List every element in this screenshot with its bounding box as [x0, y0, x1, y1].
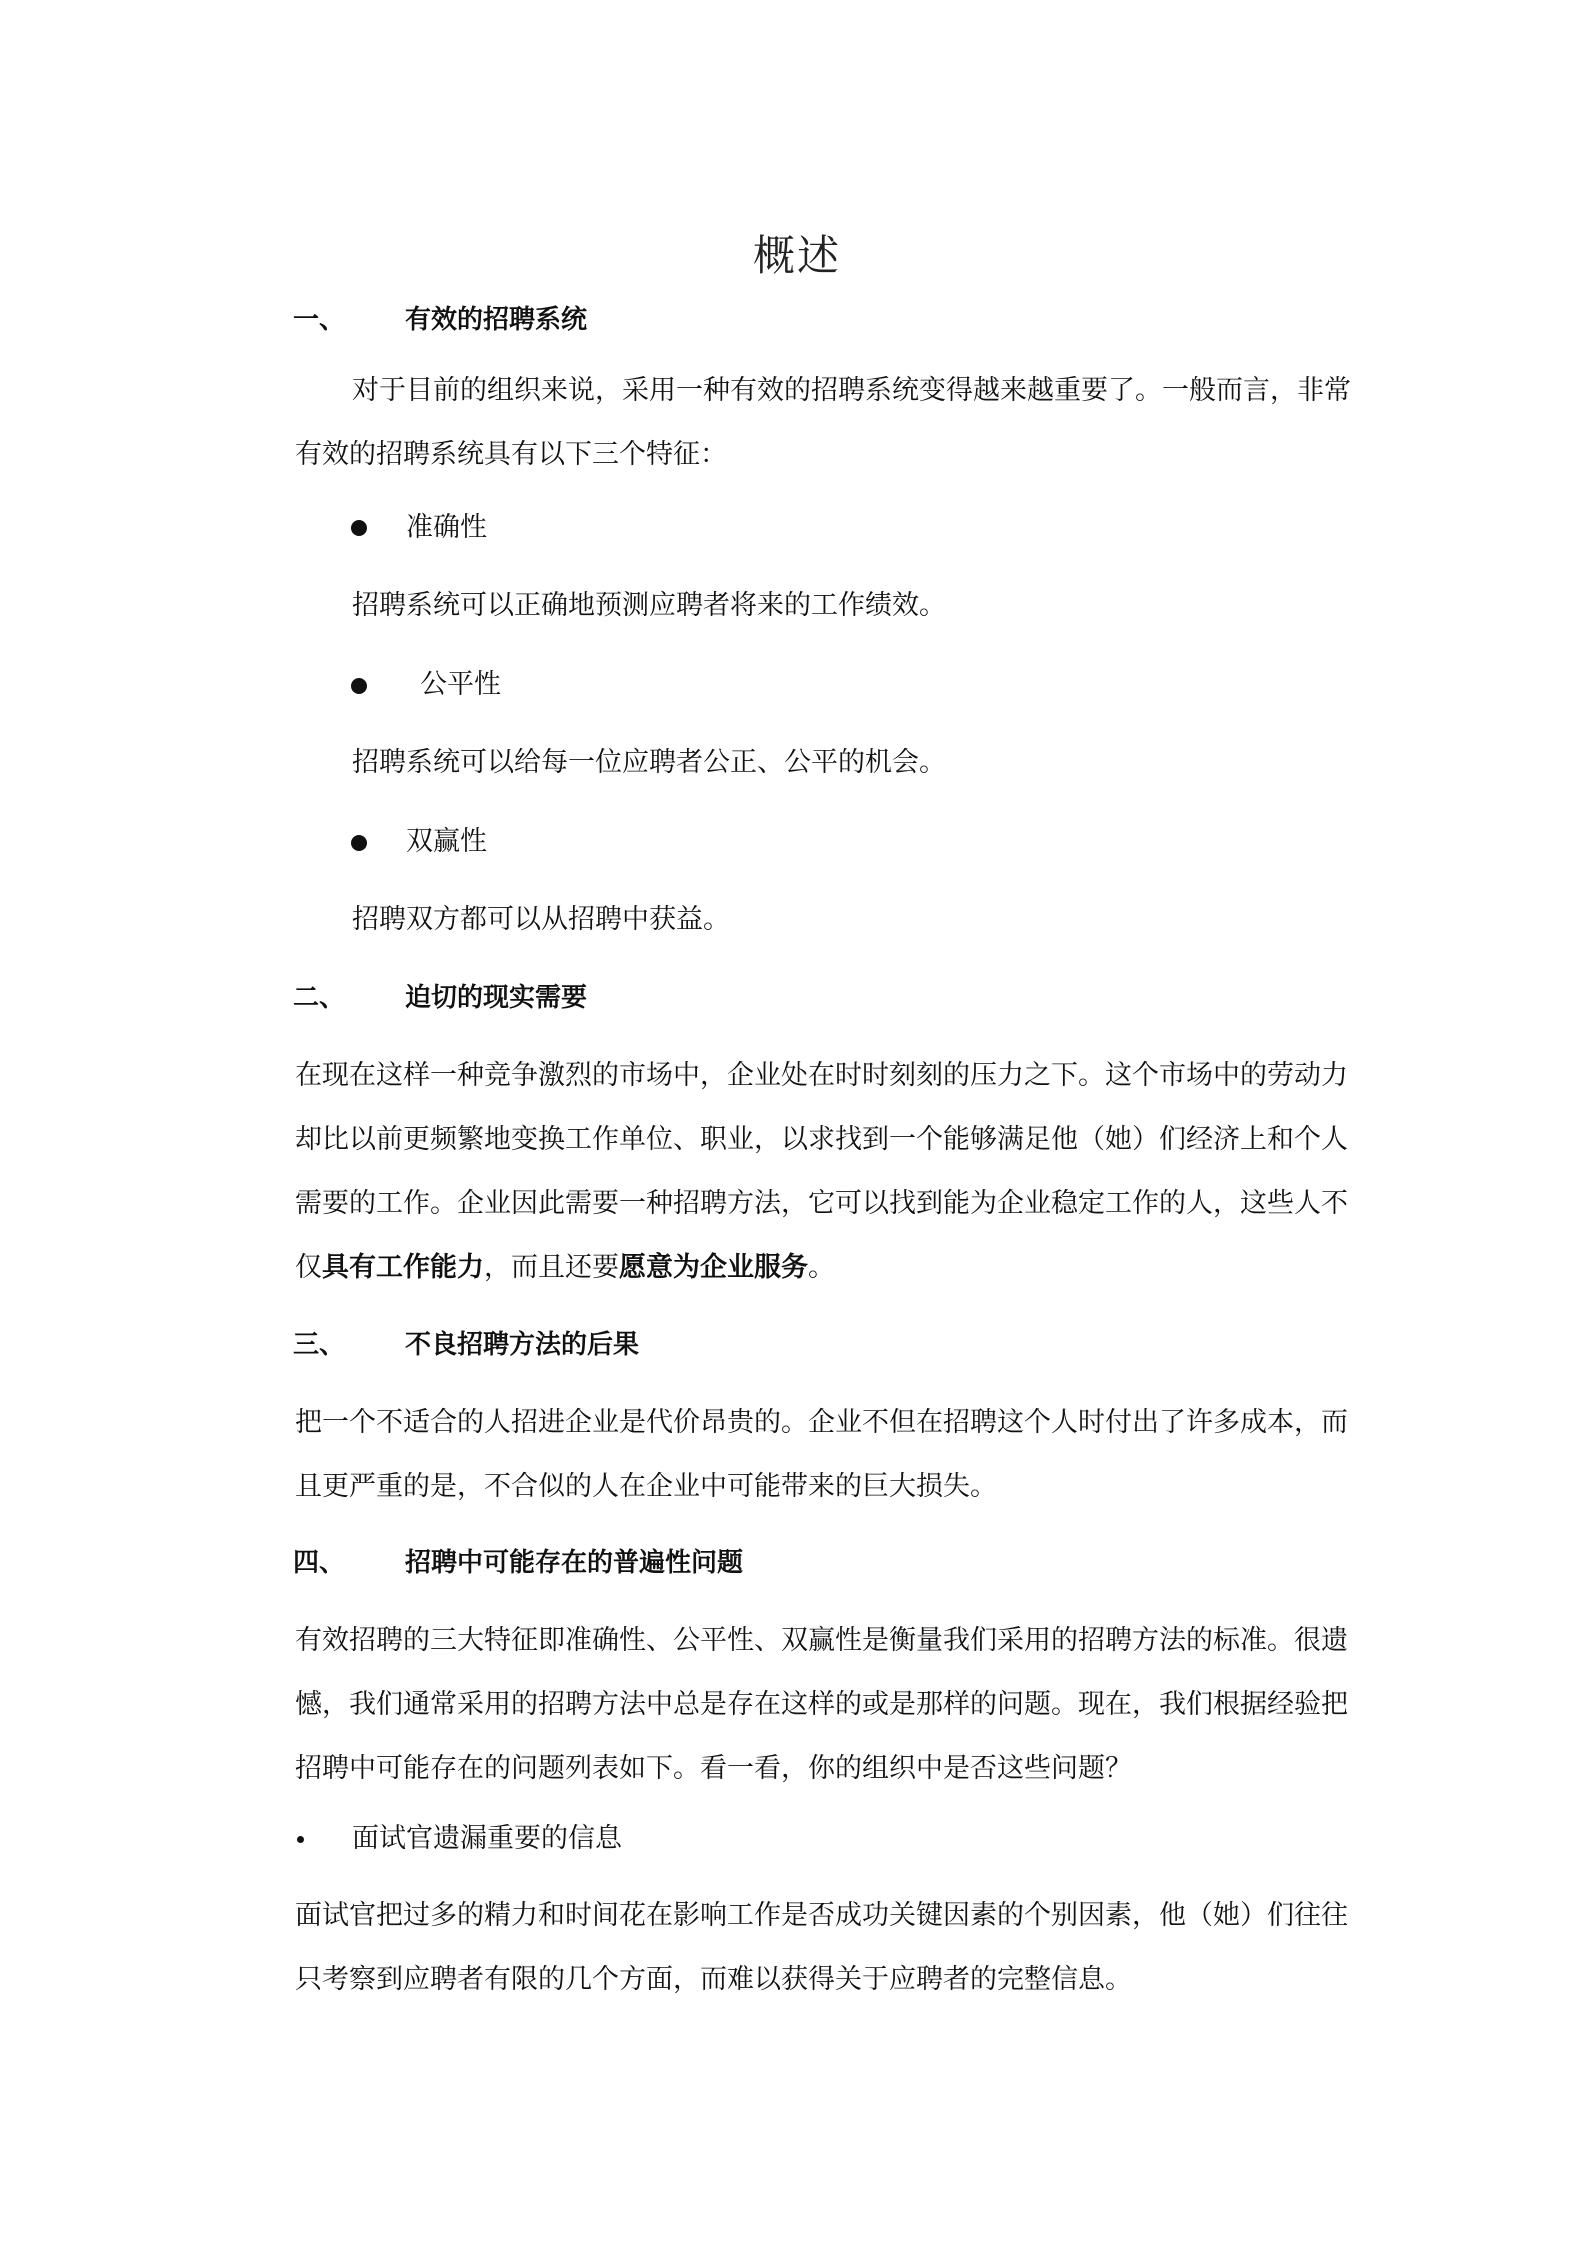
problem-line-1: 面试官把过多的精力和时间花在影响工作是否成功关键因素的个别因素，他（她）们往往 — [295, 1900, 1348, 1931]
section-2-line-2: 却比以前更频繁地变换工作单位、职业，以求找到一个能够满足他（她）们经济上和个人 — [295, 1124, 1348, 1155]
line-text: 仅 — [295, 1252, 322, 1283]
feature-2-desc: 招聘系统可以给每一位应聘者公正、公平的机会。 — [352, 747, 946, 778]
problem-label: 面试官遗漏重要的信息 — [352, 1823, 622, 1854]
section-1-number: 一、 — [293, 305, 346, 335]
section-4-line-3: 招聘中可能存在的问题列表如下。看一看，你的组织中是否这些问题？ — [295, 1753, 1132, 1784]
line-text: ，而且还要 — [484, 1252, 619, 1283]
section-4-line-2: 憾，我们通常采用的招聘方法中总是存在这样的或是那样的问题。现在，我们根据经验把 — [295, 1689, 1348, 1720]
bullet-icon — [297, 1836, 304, 1843]
section-2-line-4 — [295, 1250, 835, 1286]
section-3-line-1: 把一个不适合的人招进企业是代价昂贵的。企业不但在招聘这个人时付出了许多成本，而 — [295, 1407, 1348, 1438]
section-3-number: 三、 — [293, 1330, 346, 1360]
section-3-heading: 不良招聘方法的后果 — [405, 1330, 640, 1360]
section-4-heading: 招聘中可能存在的普遍性问题 — [405, 1548, 744, 1578]
section-2-line-1: 在现在这样一种竞争激烈的市场中，企业处在时时刻刻的压力之下。这个市场中的劳动力 — [295, 1060, 1348, 1091]
section-4-number: 四、 — [293, 1548, 346, 1578]
section-4-line-1: 有效招聘的三大特征即准确性、公平性、双赢性是衡量我们采用的招聘方法的标准。很遗 — [295, 1625, 1348, 1656]
section-1-intro-line-2: 有效的招聘系统具有以下三个特征： — [295, 439, 727, 470]
feature-3-label: 双赢性 — [406, 826, 487, 857]
feature-2-label: 公平性 — [420, 669, 501, 700]
page-title: 概述 — [752, 231, 841, 280]
section-1-heading: 有效的招聘系统 — [405, 305, 588, 335]
feature-1-desc: 招聘系统可以正确地预测应聘者将来的工作绩效。 — [352, 590, 946, 621]
bullet-icon — [351, 835, 367, 851]
bold-phrase: 具有工作能力 — [322, 1252, 484, 1283]
section-2-number: 二、 — [293, 983, 346, 1013]
section-2-line-3: 需要的工作。企业因此需要一种招聘方法，它可以找到能为企业稳定工作的人，这些人不 — [295, 1188, 1348, 1219]
bold-phrase: 愿意为企业服务 — [619, 1252, 808, 1283]
section-3-line-2: 且更严重的是，不合似的人在企业中可能带来的巨大损失。 — [295, 1471, 997, 1502]
bullet-icon — [351, 520, 367, 536]
feature-1-label: 准确性 — [406, 512, 487, 543]
feature-3-desc: 招聘双方都可以从招聘中获益。 — [352, 904, 730, 935]
bullet-icon — [351, 678, 367, 694]
section-1-intro-line-1: 对于目前的组织来说，采用一种有效的招聘系统变得越来越重要了。一般而言，非常 — [352, 375, 1351, 406]
problem-line-2: 只考察到应聘者有限的几个方面，而难以获得关于应聘者的完整信息。 — [295, 1964, 1132, 1995]
section-2-heading: 迫切的现实需要 — [405, 983, 588, 1013]
line-text: 。 — [808, 1252, 835, 1283]
